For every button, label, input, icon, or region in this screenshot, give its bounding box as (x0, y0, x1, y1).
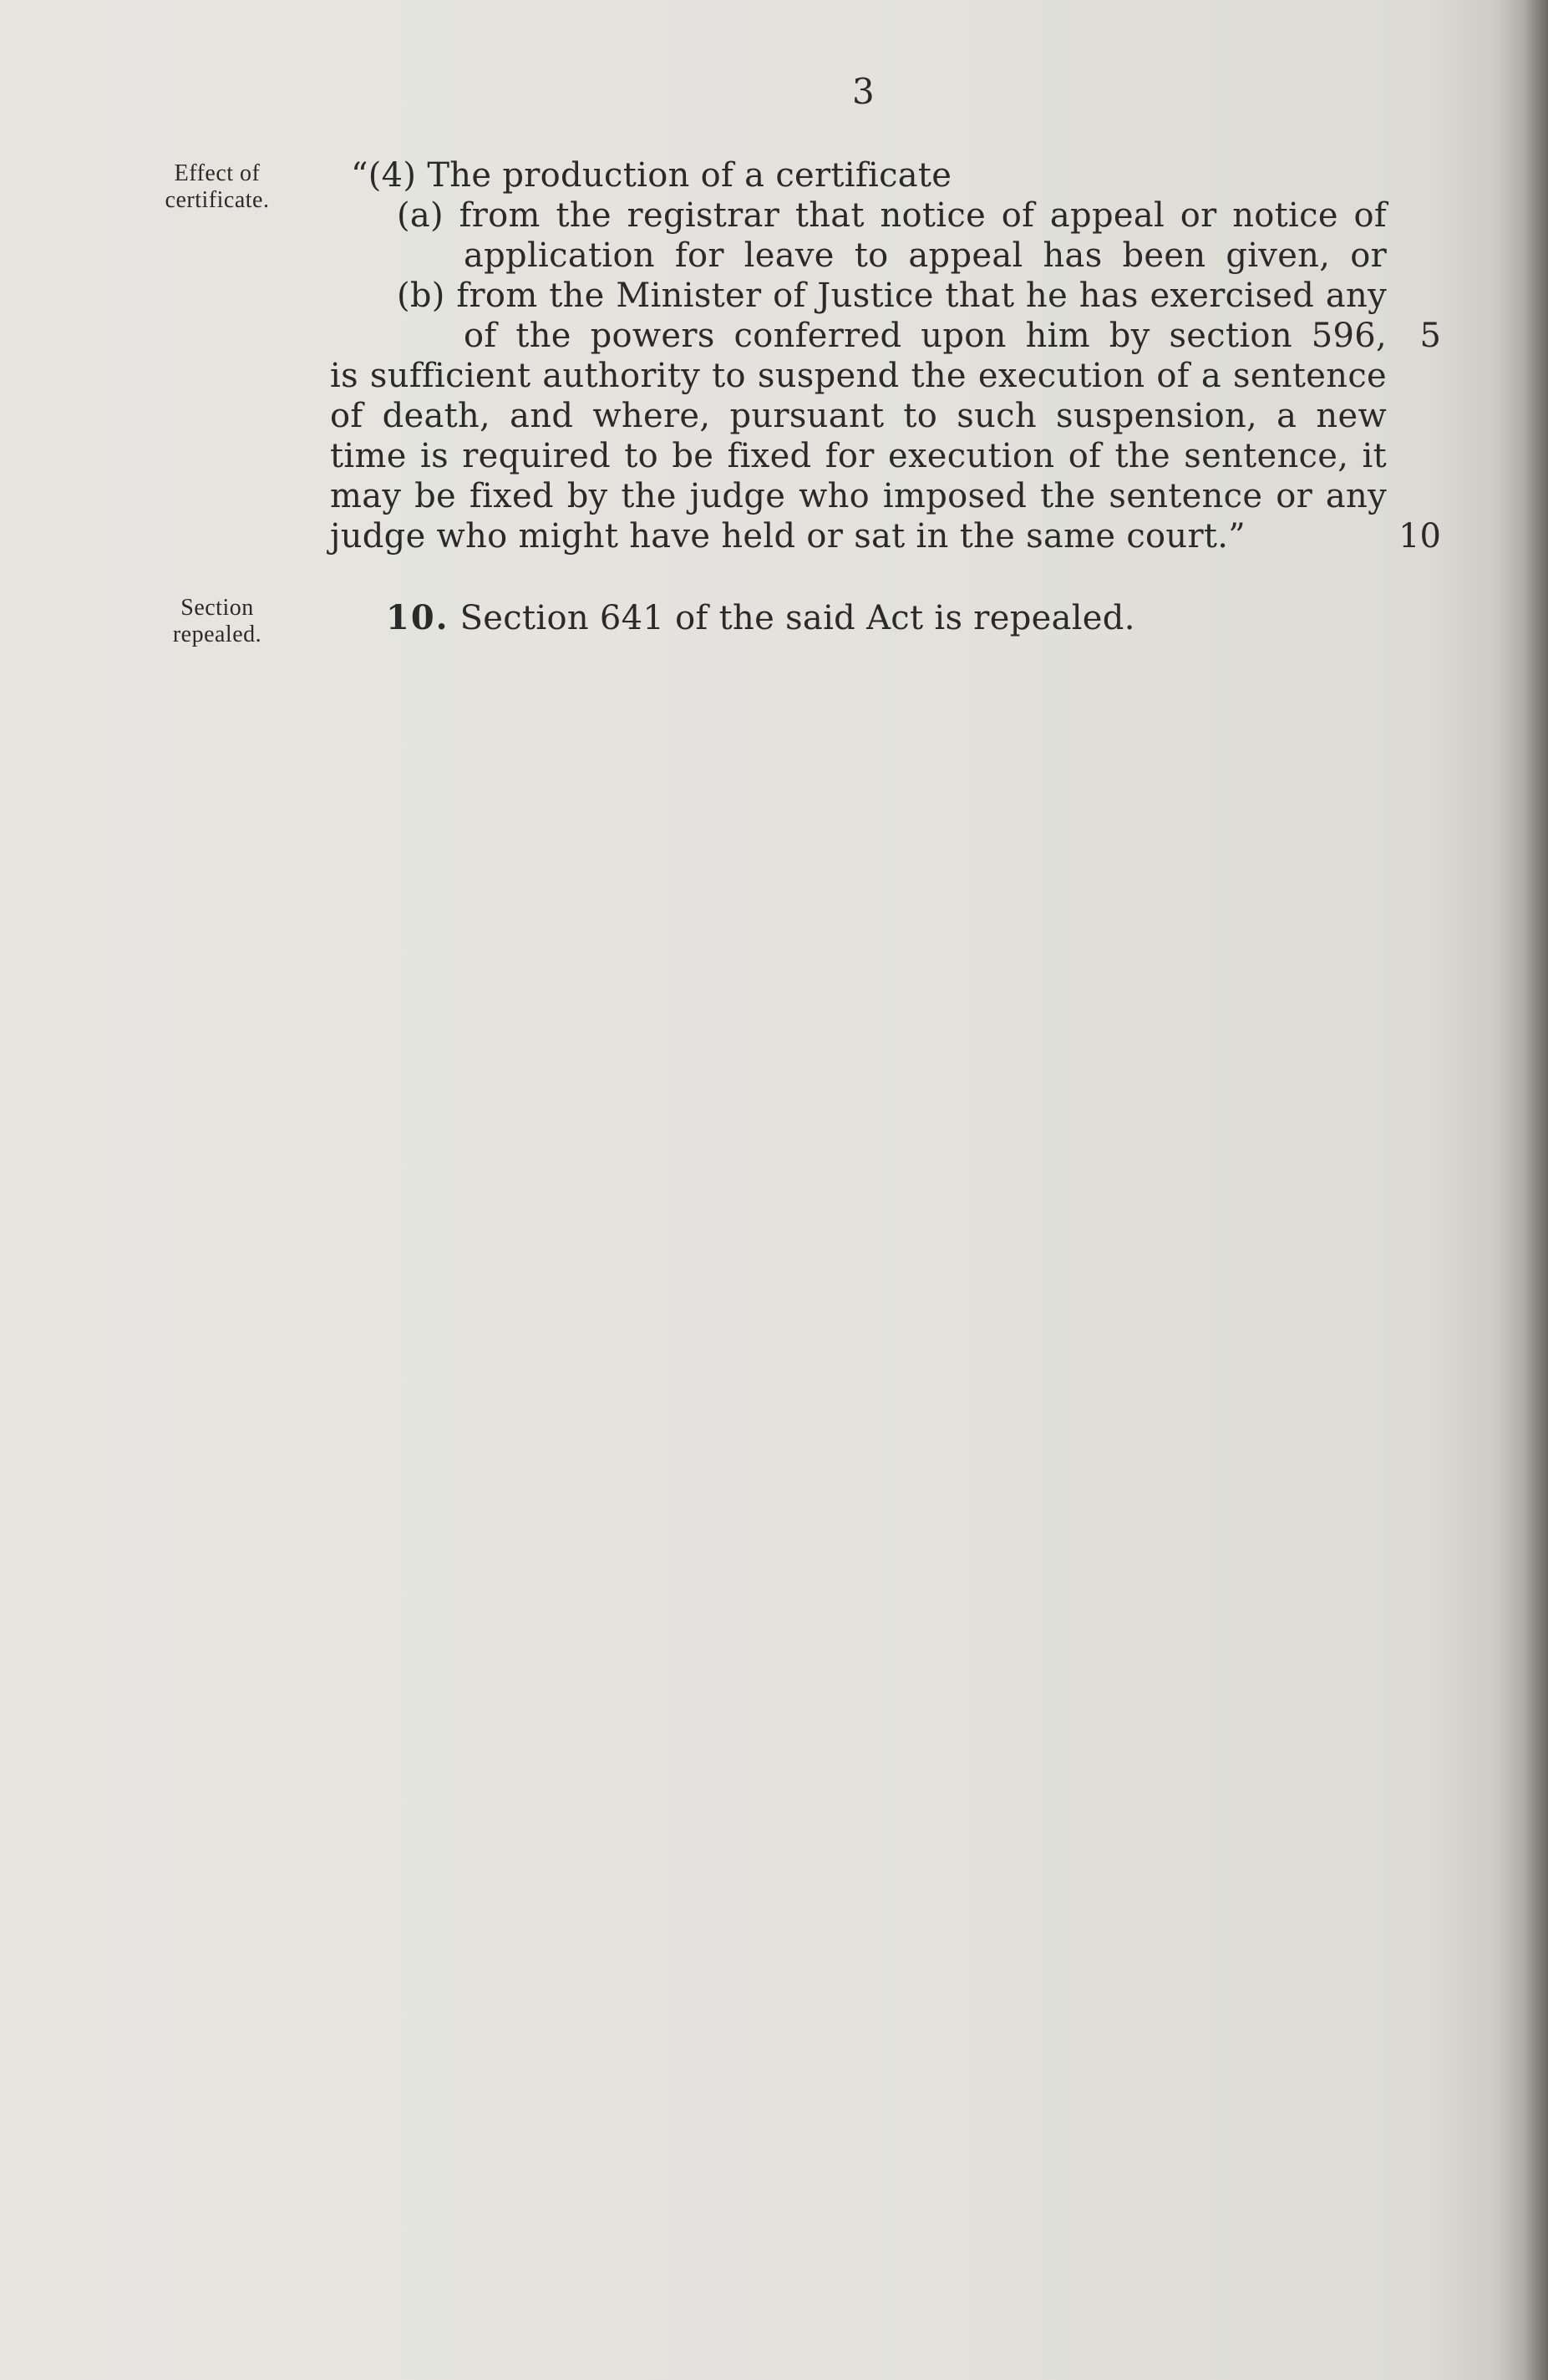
text-line-7: of death, and where, pursuant to such suspension, a new (330, 397, 1387, 435)
margin-note-line: repealed. (172, 622, 262, 647)
margin-note-section-repealed (125, 595, 309, 648)
page-number: 3 (852, 71, 875, 112)
text-line-5: of the powers conferred upon him by section 596, (464, 317, 1387, 355)
text-line-10: judge who might have held or sat in the same court.” (330, 517, 1246, 556)
text-line-4: (b) from the Minister of Justice that he has exercised any (397, 277, 1387, 315)
section-number: 10. (386, 598, 449, 637)
margin-note-effect-of-certificate (125, 160, 309, 214)
margin-note-line: Effect of (174, 160, 261, 186)
text-line-2: (a) from the registrar that notice of appeal or notice of (397, 196, 1387, 235)
text-line-1: “(4) The production of a certificate (351, 156, 952, 195)
section-10 (386, 598, 1135, 638)
page-binding-shadow (1498, 0, 1548, 2380)
margin-note-line: certificate. (165, 187, 270, 213)
margin-note-line: Section (180, 595, 254, 621)
text-line-8: time is required to be fixed for execution of the sentence, it (330, 437, 1387, 475)
section-text: Section 641 of the said Act is repealed. (459, 599, 1135, 637)
text-line-9: may be fixed by the judge who imposed the sentence or any (330, 477, 1387, 515)
text-line-3: application for leave to appeal has been given, or (464, 236, 1387, 275)
line-number-5: 5 (1419, 317, 1441, 355)
line-number-10: 10 (1398, 517, 1441, 556)
text-line-6: is sufficient authority to suspend the execution of a sentence (330, 357, 1387, 395)
